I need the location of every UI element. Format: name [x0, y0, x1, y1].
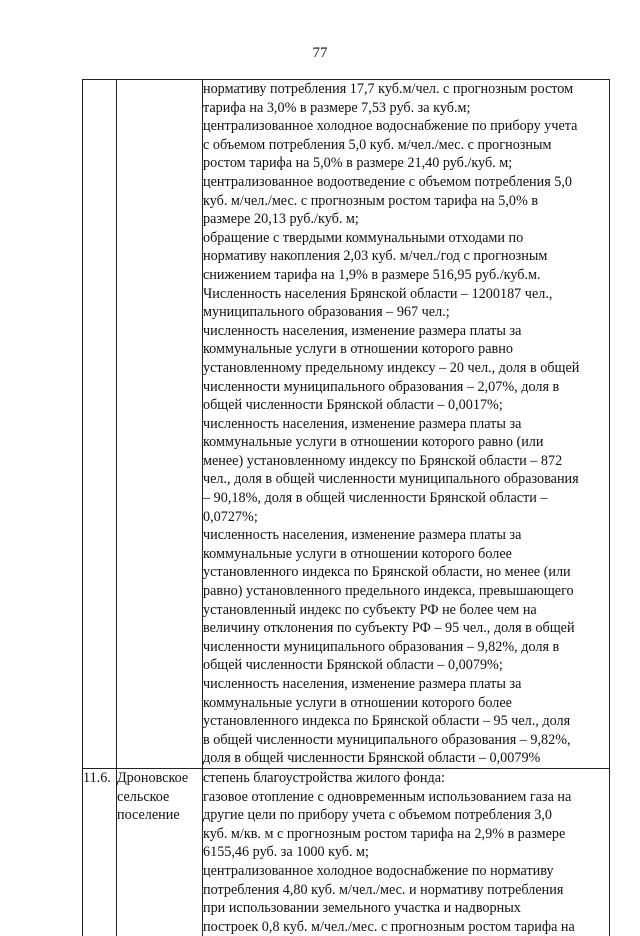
text-line: численность населения, изменение размера платы за — [203, 415, 522, 432]
text-line: равно) установленного предельного индекса, превышающего — [203, 583, 574, 600]
text-line: установленного индекса по Брянской области – 95 чел., доля — [203, 713, 571, 730]
text-line: потребления 4,80 куб. м/чел./мес. и нормативу потребления — [203, 881, 564, 898]
text-line: коммунальные услуги в отношении которого равно (или — [203, 434, 544, 451]
text-line: установленному предельному индексу – 20 чел., доля в общей — [203, 359, 580, 376]
text-line: коммунальные услуги в отношении которого более — [203, 545, 512, 562]
text-line: с объемом потребления 5,0 куб. м/чел./мес. с прогнозным — [203, 136, 552, 153]
text-line: Дроновское — [117, 769, 189, 786]
table-row-11-6 — [83, 768, 610, 936]
text-line: сельское — [117, 788, 170, 805]
description-cell — [203, 768, 610, 936]
text-line: поселение — [117, 807, 180, 824]
text-line: коммунальные услуги в отношении которого равно — [203, 341, 513, 358]
text-line: при использовании земельного участка и надворных — [203, 900, 521, 917]
text-line: централизованное холодное водоснабжение по нормативу — [203, 862, 554, 879]
text-line: численность населения, изменение размера платы за — [203, 676, 522, 692]
text-line: чел., доля в общей численности муниципального образования — [203, 471, 579, 488]
text-line: размере 20,13 руб./куб. м; — [203, 211, 359, 228]
text-line: величину отклонения по субъекту РФ – 95 чел., доля в общей — [203, 620, 575, 637]
settlement-name-cell — [117, 768, 203, 936]
text-line: степень благоустройства жилого фонда: — [203, 769, 445, 786]
text-line: установленный индекс по субъекту РФ не более чем на — [203, 601, 537, 618]
text-line: нормативу потребления 17,7 куб.м/чел. с прогнозным ростом — [203, 81, 574, 97]
tariff-table — [82, 79, 610, 936]
text-line: 6155,46 руб. за 1000 куб. м; — [203, 844, 369, 861]
text-line: коммунальные услуги в отношении которого более — [203, 694, 512, 711]
text-line: Численность населения Брянской области – 1200187 чел., — [203, 285, 553, 302]
text-line: муниципального образования – 967 чел.; — [203, 304, 450, 321]
text-line: в общей численности муниципального образования – 9,82%, — [203, 731, 571, 748]
text-line: 0,0727%; — [203, 508, 258, 525]
text-line: централизованное водоотведение с объемом потребления 5,0 — [203, 173, 572, 190]
text-line: обращение с твердыми коммунальными отходами по — [203, 229, 524, 246]
text-line: менее) установленному индексу по Брянской области – 872 — [203, 452, 563, 469]
text-line: другие цели по прибору учета с объемом потребления 3,0 — [203, 807, 552, 824]
text-line: снижением тарифа на 1,9% в размере 516,95 руб./куб.м. — [203, 266, 541, 283]
row-number-cell — [83, 80, 117, 769]
text-line: общей численности Брянской области – 0,0079%; — [203, 657, 503, 674]
text-line: численность населения, изменение размера платы за — [203, 527, 522, 544]
text-line: ростом тарифа на 5,0% в размере 21,40 руб./куб. м; — [203, 155, 513, 172]
text-line: тарифа на 3,0% в размере 7,53 руб. за куб.м; — [203, 99, 471, 116]
text-line: доля в общей численности Брянской области – 0,0079% — [203, 750, 541, 767]
text-line: нормативу накопления 2,03 куб. м/чел./год с прогнозным — [203, 248, 548, 265]
text-line: газовое отопление с одновременным использованием газа на — [203, 788, 572, 805]
settlement-name-cell — [117, 80, 203, 769]
text-line: общей численности Брянской области – 0,0017%; — [203, 397, 503, 414]
text-line: численность населения, изменение размера платы за — [203, 322, 522, 339]
text-line: численности муниципального образования – 9,82%, доля в — [203, 638, 560, 655]
text-line: установленного индекса по Брянской области, но менее (или — [203, 564, 571, 581]
text-line: – 90,18%, доля в общей численности Брянской области – — [203, 490, 548, 507]
description-cell — [203, 80, 610, 769]
text-line: численности муниципального образования – 2,07%, доля в — [203, 378, 560, 395]
text-line: куб. м/кв. м с прогнозным ростом тарифа на 2,9% в размере — [203, 825, 566, 842]
row-number: 11.6. — [83, 769, 111, 786]
page-number: 77 — [312, 45, 328, 61]
text-line: построек 0,8 куб. м/чел./мес. с прогнозным ростом тарифа на — [203, 918, 575, 935]
text-line: куб. м/чел./мес. с прогнозным ростом тарифа на 5,0% в — [203, 192, 539, 209]
text-line: централизованное холодное водоснабжение по прибору учета — [203, 118, 578, 135]
row-number-cell — [83, 768, 117, 936]
table-row-continuation — [83, 80, 610, 769]
